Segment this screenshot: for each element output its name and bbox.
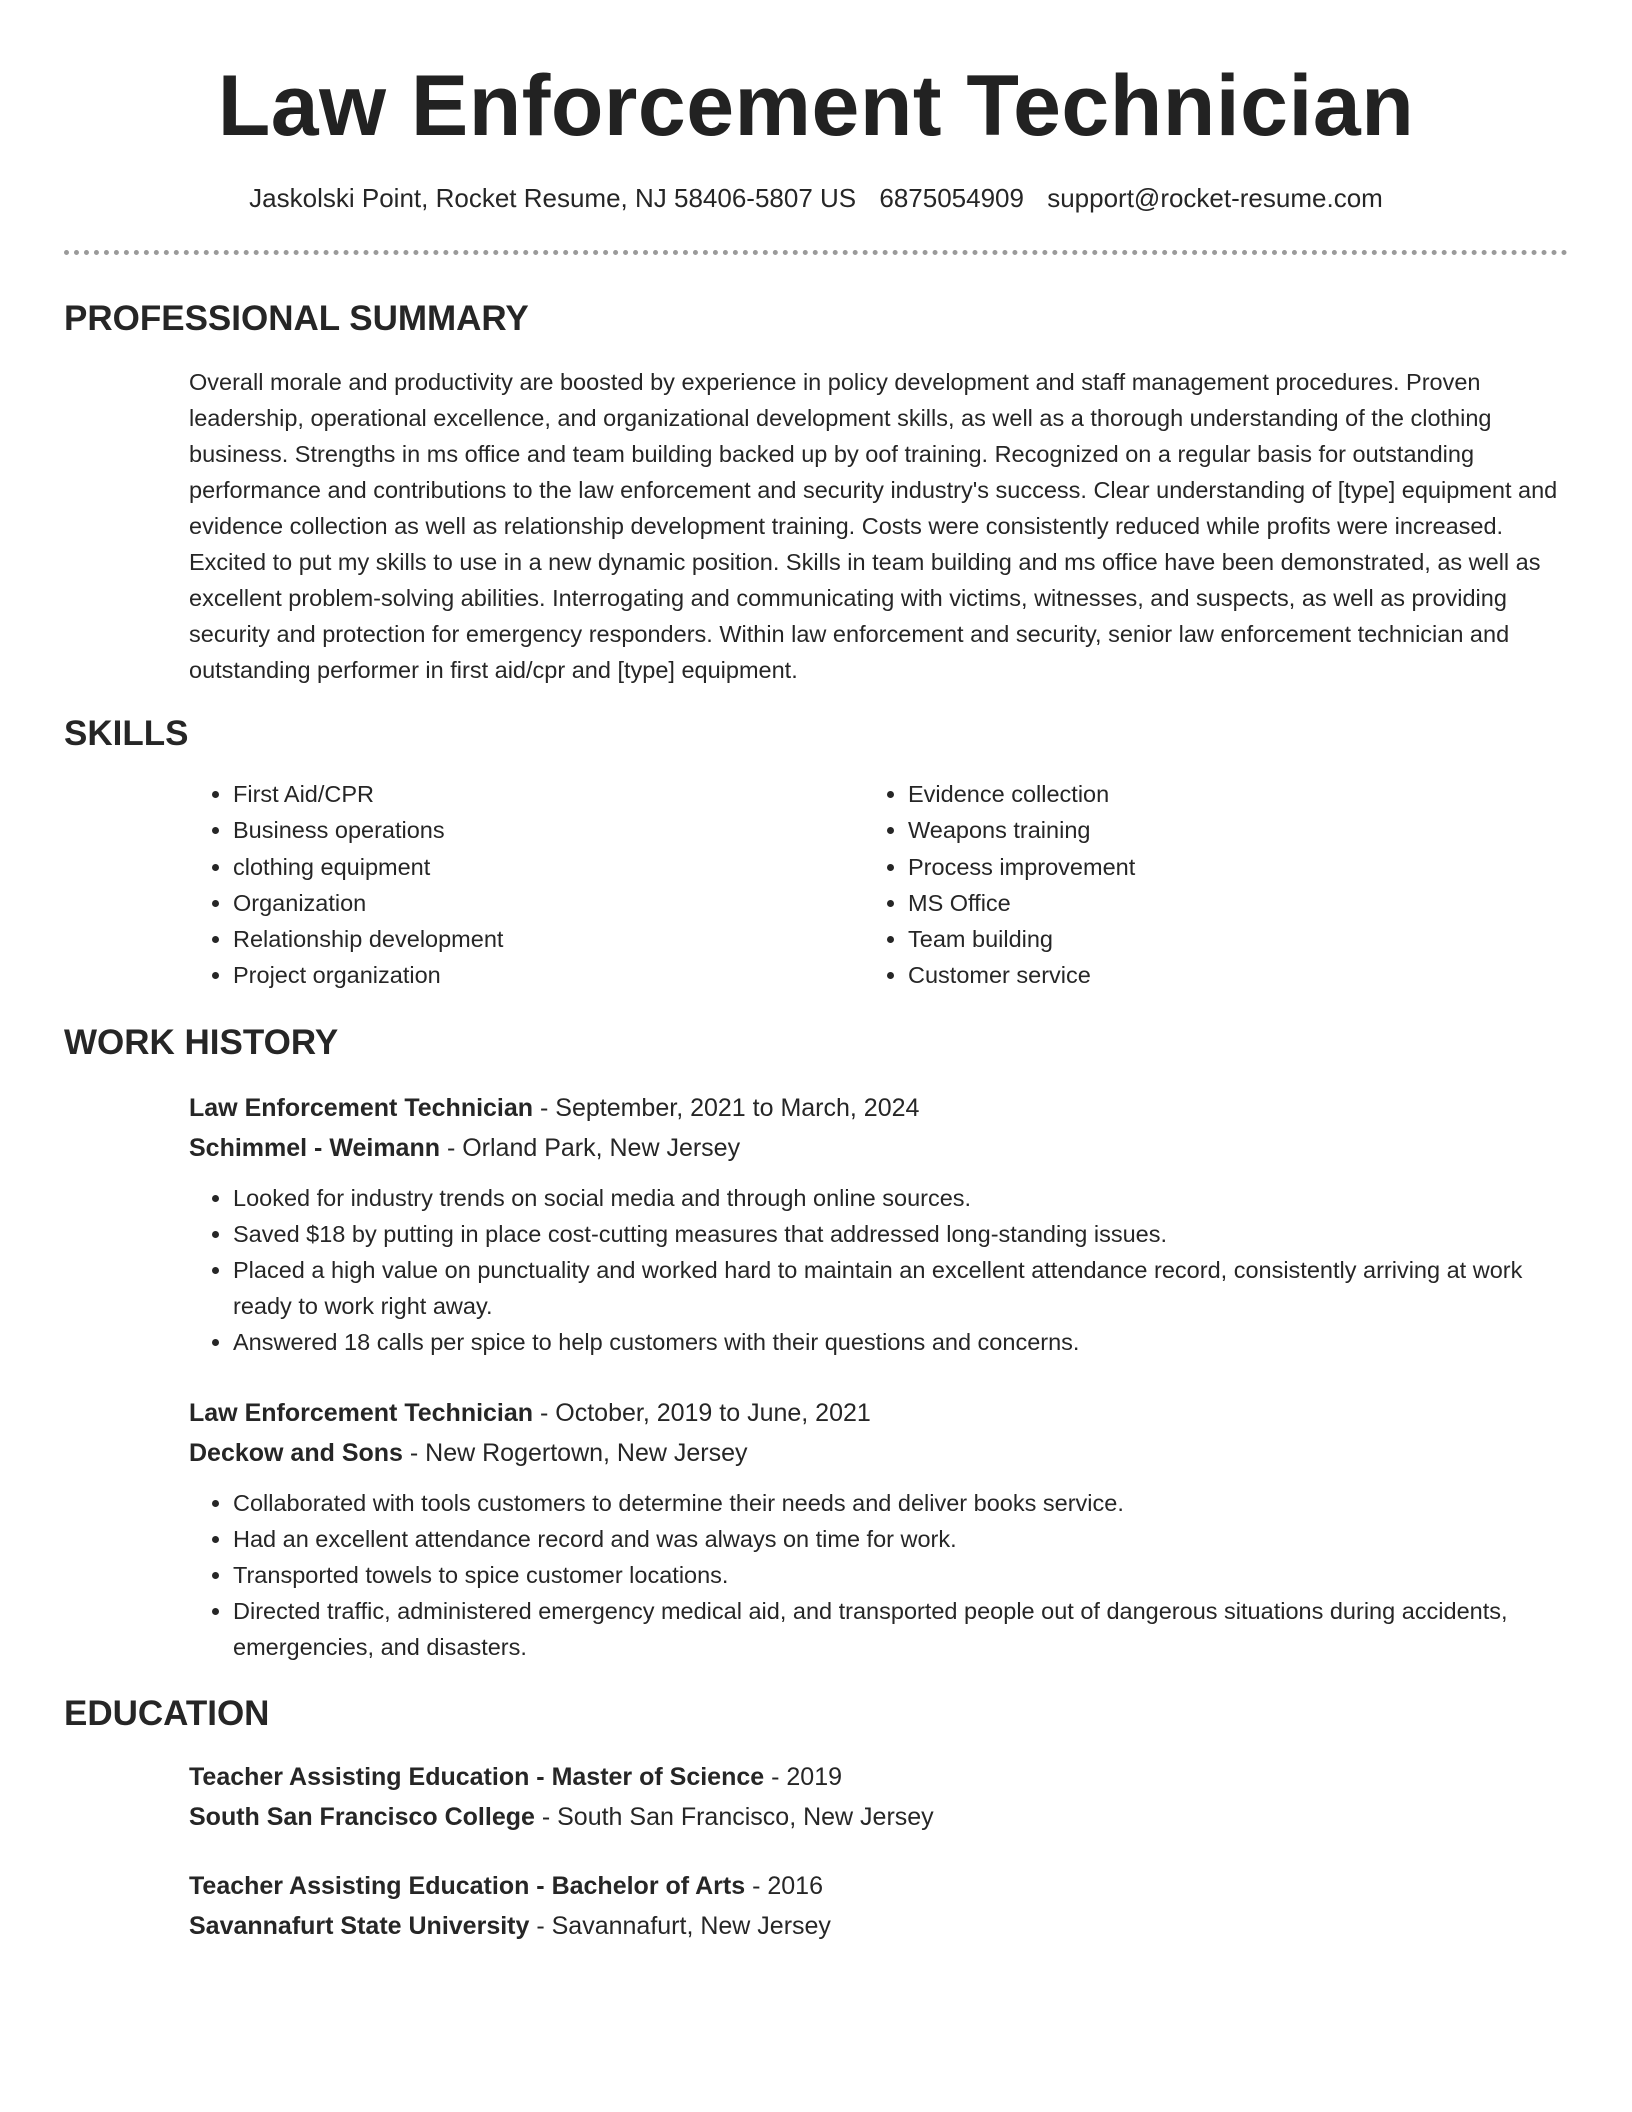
- contact-address: Jaskolski Point, Rocket Resume, NJ 58406-5807 US: [249, 183, 857, 213]
- job-bullet: • Saved $18 by putting in place cost-cutting measures that addressed long-standing issues.: [233, 1216, 1569, 1252]
- skill-item: • Weapons training: [908, 812, 1508, 848]
- job-bullets: [189, 1485, 1569, 1665]
- education-degree-line: [189, 1866, 1569, 1906]
- job-company-line: [189, 1433, 1569, 1473]
- skill-item: • Project organization: [233, 957, 833, 993]
- skill-item: • Relationship development: [233, 921, 833, 957]
- education-degree: Teacher Assisting Education - Master of Science: [189, 1763, 765, 1791]
- job-company: Schimmel - Weimann: [189, 1134, 440, 1162]
- contact-line: [0, 180, 1632, 216]
- skill-item: • clothing equipment: [233, 849, 833, 885]
- education-school-line: [189, 1906, 1569, 1946]
- skills-list-right: [864, 776, 1508, 994]
- job-bullets: [189, 1180, 1569, 1360]
- job-bullet: • Directed traffic, administered emergency medical aid, and transported people out of dangerous situations during accidents, emergencies, and disasters.: [233, 1593, 1569, 1665]
- skill-item: • Team building: [908, 921, 1508, 957]
- job-title-line: [189, 1088, 1569, 1128]
- job-entry: [189, 1393, 1569, 1665]
- skills-list-left: [189, 776, 833, 994]
- job-bullet: • Placed a high value on punctuality and worked hard to maintain an excellent attendance record, consistently arriving at work ready to work right away.: [233, 1252, 1569, 1324]
- skills-heading: SKILLS: [64, 714, 189, 753]
- summary-text: Overall morale and productivity are boosted by experience in policy development and staff management procedures. Proven leadership, operational excellence, and organizational development skills, as well as a thorough understanding of the clothing business. Strengths in ms office and team building backed up by oof training. Recognized on a regular basis for outstanding performance and contributions to the law enforcement and security industry's success. Clear understanding of [type] equipment and evidence collection as well as relationship development training. Costs were consistently reduced while profits were increased. Excited to put my skills to use in a new dynamic position. Skills in team building and ms office have been demonstrated, as well as excellent problem-solving abilities. Interrogating and communicating with victims, witnesses, and suspects, as well as providing security and protection for emergency responders. Within law enforcement and security, senior law enforcement technician and outstanding performer in first aid/cpr and [type] equipment.: [189, 369, 1558, 683]
- job-dates: - September, 2021 to March, 2024: [533, 1094, 920, 1122]
- job-title: Law Enforcement Technician: [189, 1094, 534, 1122]
- skill-item: • Process improvement: [908, 849, 1508, 885]
- contact-phone: 6875054909: [879, 183, 1024, 213]
- job-bullet: • Collaborated with tools customers to determine their needs and deliver books service.: [233, 1485, 1569, 1521]
- job-location: - New Rogertown, New Jersey: [402, 1439, 748, 1467]
- skill-item: • First Aid/CPR: [233, 776, 833, 812]
- job-title: Law Enforcement Technician: [189, 1399, 534, 1427]
- education-heading: EDUCATION: [64, 1694, 270, 1733]
- job-entry: [189, 1088, 1569, 1360]
- job-bullet: • Answered 18 calls per spice to help customers with their questions and concerns.: [233, 1324, 1569, 1360]
- job-location: - Orland Park, New Jersey: [440, 1134, 741, 1162]
- skill-item: • MS Office: [908, 885, 1508, 921]
- education-school: Savannafurt State University: [189, 1912, 530, 1940]
- skill-item: • Evidence collection: [908, 776, 1508, 812]
- education-entry: [189, 1757, 1569, 1837]
- education-school-line: [189, 1797, 1569, 1837]
- job-company: Deckow and Sons: [189, 1439, 403, 1467]
- job-bullet: • Had an excellent attendance record and was always on time for work.: [233, 1521, 1569, 1557]
- education-location: - Savannafurt, New Jersey: [529, 1912, 831, 1940]
- summary-heading: PROFESSIONAL SUMMARY: [64, 299, 529, 338]
- skill-item: • Business operations: [233, 812, 833, 848]
- contact-email: support@rocket-resume.com: [1047, 183, 1383, 213]
- summary-section: [189, 364, 1569, 688]
- job-bullet: • Looked for industry trends on social media and through online sources.: [233, 1180, 1569, 1216]
- job-title-line: [189, 1393, 1569, 1433]
- education-year: - 2016: [745, 1872, 823, 1900]
- resume-name: Law Enforcement Technician: [217, 58, 1415, 154]
- work-history-heading: WORK HISTORY: [64, 1023, 339, 1062]
- education-entry: [189, 1866, 1569, 1946]
- education-degree-line: [189, 1757, 1569, 1797]
- education-year: - 2019: [764, 1763, 843, 1791]
- job-bullet: • Transported towels to spice customer locations.: [233, 1557, 1569, 1593]
- education-degree: Teacher Assisting Education - Bachelor of Arts: [189, 1872, 746, 1900]
- header-divider: [64, 250, 1568, 255]
- job-dates: - October, 2019 to June, 2021: [533, 1399, 871, 1427]
- education-school: South San Francisco College: [189, 1803, 535, 1831]
- education-location: - South San Francisco, New Jersey: [534, 1803, 934, 1831]
- skill-item: • Customer service: [908, 957, 1508, 993]
- skill-item: • Organization: [233, 885, 833, 921]
- job-company-line: [189, 1128, 1569, 1168]
